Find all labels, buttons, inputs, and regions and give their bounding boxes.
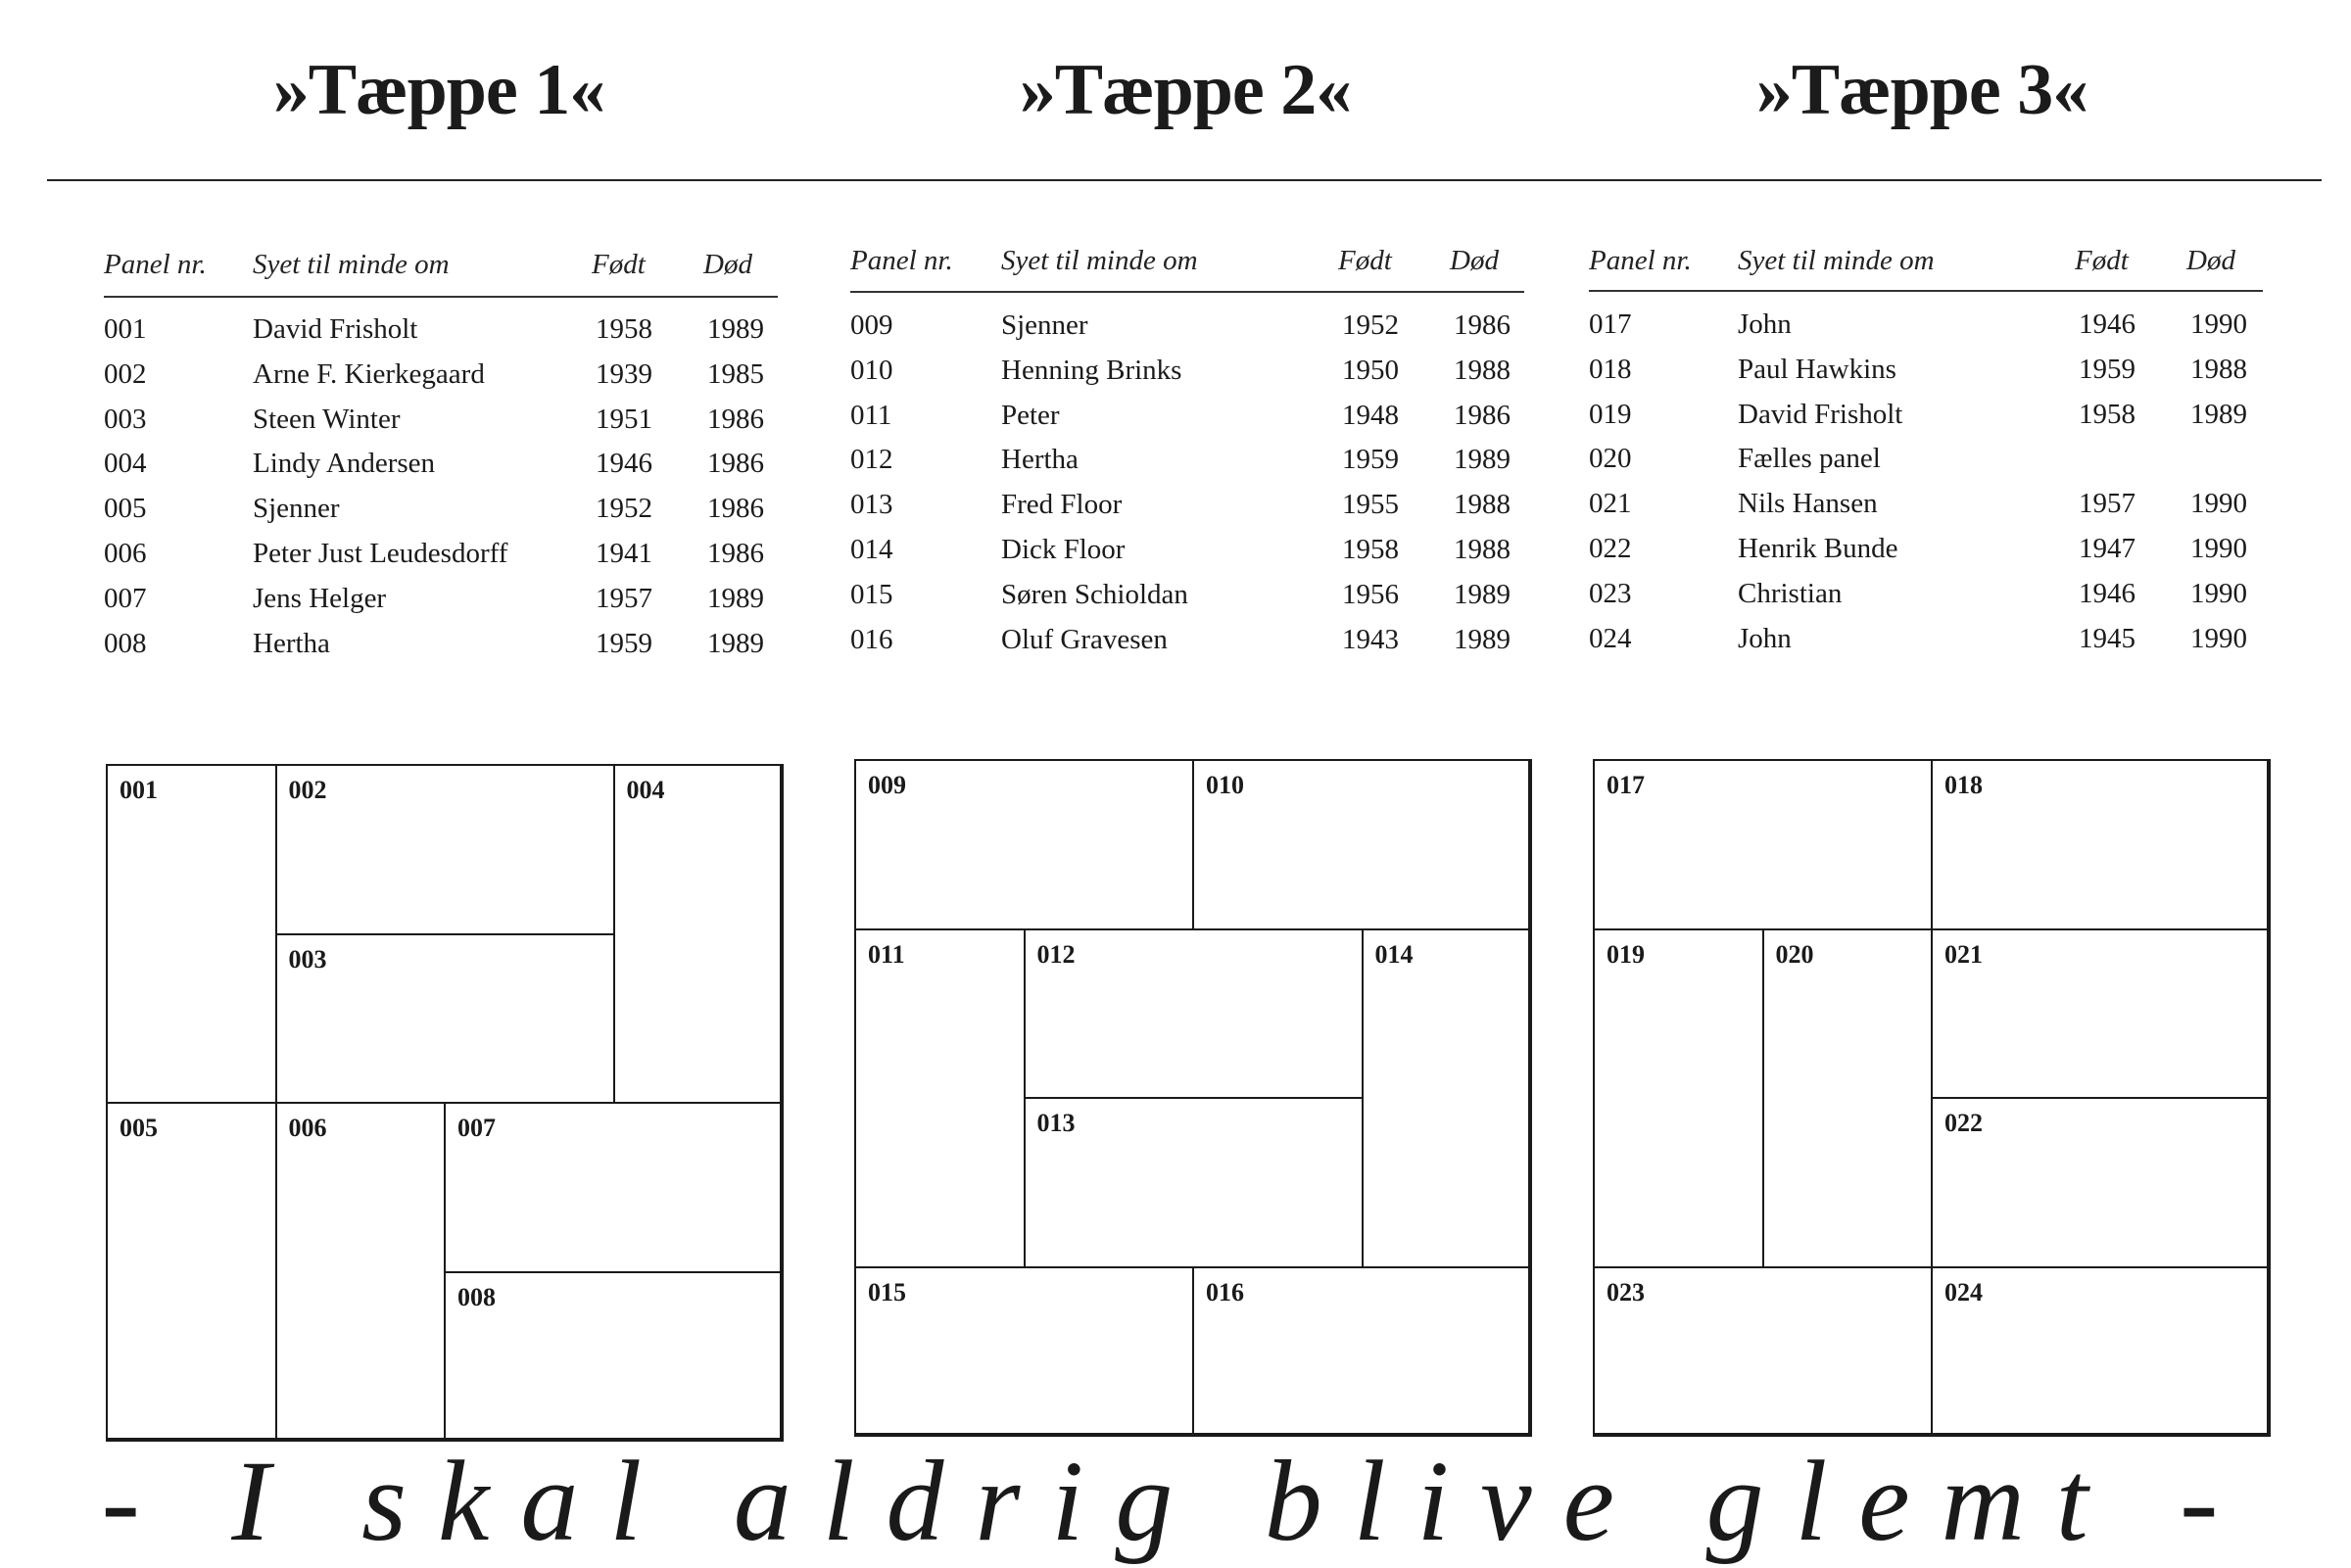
- carpet-3-header-rule: [1589, 290, 2263, 292]
- table-cell-born: 1946: [2079, 577, 2135, 609]
- table-cell-died: 1990: [2190, 309, 2247, 340]
- quilt-panel: [106, 764, 277, 1104]
- table-cell-panel-nr: 024: [1589, 622, 1632, 654]
- table-cell-panel-nr: 018: [1589, 353, 1632, 385]
- quilt-panel-number: 024: [1944, 1277, 1983, 1307]
- carpet-1-header-born: Født: [592, 249, 646, 280]
- quilt-panel-number: 021: [1944, 939, 1983, 969]
- quilt-panel: [106, 1102, 277, 1442]
- quilt-panel: [1931, 1097, 2271, 1268]
- carpet-2-layout: [854, 759, 1530, 1435]
- title-divider: [47, 179, 2322, 181]
- table-cell-died: 1986: [707, 538, 764, 569]
- quilt-panel: [1762, 928, 1934, 1268]
- table-cell-panel-nr: 019: [1589, 398, 1632, 430]
- table-cell-panel-nr: 008: [104, 627, 147, 659]
- quilt-panel: [1931, 1266, 2271, 1438]
- carpet-3-header-died: Død: [2186, 245, 2235, 276]
- carpet-2-title: »Tæppe 2«: [1019, 50, 1352, 130]
- table-cell-panel-nr: 011: [850, 399, 892, 431]
- quilt-panel-number: 018: [1944, 771, 1983, 799]
- table-cell-panel-nr: 016: [850, 623, 893, 655]
- quilt-panel: [854, 928, 1026, 1268]
- carpet-1-title: »Tæppe 1«: [272, 50, 605, 130]
- quilt-panel: [275, 1102, 447, 1442]
- carpet-2-header-died: Død: [1450, 245, 1499, 276]
- quilt-panel: [854, 1266, 1194, 1438]
- quilt-panel-number: 015: [868, 1277, 906, 1307]
- table-cell-died: 1989: [2190, 398, 2247, 430]
- table-cell-name: Nils Hansen: [1738, 488, 1878, 520]
- carpet-2-header-rule: [850, 291, 1524, 293]
- table-cell-name: Henrik Bunde: [1738, 533, 1898, 564]
- table-cell-born: 1951: [596, 403, 652, 435]
- table-cell-panel-nr: 014: [850, 534, 893, 565]
- quilt-panel: [1593, 759, 1933, 930]
- carpet-1-header-rule: [104, 296, 778, 298]
- quilt-panel-number: 022: [1944, 1109, 1983, 1137]
- table-cell-name: Hertha: [253, 627, 330, 659]
- carpet-2-header-panel: Panel nr.: [850, 245, 953, 276]
- quilt-panel-number: 006: [288, 1114, 327, 1142]
- table-cell-name: Oluf Gravesen: [1001, 623, 1168, 655]
- table-cell-panel-nr: 003: [104, 403, 147, 435]
- table-cell-born: 1946: [596, 448, 652, 480]
- quilt-panel-number: 017: [1607, 771, 1645, 799]
- quilt-panel-number: 012: [1036, 939, 1076, 969]
- quilt-panel-number: 013: [1036, 1109, 1076, 1137]
- table-cell-born: 1956: [1342, 578, 1399, 610]
- table-cell-died: 1988: [1454, 534, 1511, 565]
- table-cell-name: Steen Winter: [253, 403, 401, 435]
- quilt-panel-number: 002: [288, 776, 327, 804]
- table-cell-name: Peter: [1001, 399, 1060, 431]
- quilt-panel: [1362, 928, 1533, 1268]
- table-cell-panel-nr: 013: [850, 489, 893, 521]
- table-cell-born: 1941: [596, 538, 652, 569]
- table-cell-panel-nr: 023: [1589, 577, 1632, 609]
- table-cell-name: John: [1738, 309, 1792, 340]
- table-cell-panel-nr: 012: [850, 444, 893, 476]
- table-cell-born: 1952: [596, 493, 652, 525]
- table-cell-name: John: [1738, 622, 1792, 654]
- quilt-panel-number: 001: [120, 776, 158, 804]
- carpet-3-header-panel: Panel nr.: [1589, 245, 1692, 276]
- quilt-panel-number: 008: [457, 1282, 496, 1311]
- motto: - I skal aldrig blive glemt -: [101, 1437, 2250, 1565]
- table-cell-died: 1989: [1454, 623, 1511, 655]
- table-cell-died: 1989: [707, 582, 764, 614]
- carpet-2-header-name: Syet til minde om: [1001, 245, 1198, 276]
- quilt-panel: [1192, 1266, 1532, 1438]
- quilt-panel: [1931, 928, 2271, 1100]
- table-cell-panel-nr: 002: [104, 357, 147, 390]
- table-cell-died: 1989: [707, 313, 764, 345]
- table-cell-name: Henning Brinks: [1001, 354, 1182, 386]
- quilt-panel: [444, 1271, 784, 1443]
- table-cell-died: 1988: [1454, 489, 1511, 521]
- table-cell-panel-nr: 020: [1589, 443, 1632, 475]
- table-cell-panel-nr: 004: [104, 448, 147, 480]
- table-cell-born: 1950: [1342, 354, 1399, 386]
- table-cell-panel-nr: 001: [104, 313, 147, 345]
- table-cell-died: 1988: [1454, 354, 1511, 386]
- table-cell-panel-nr: 017: [1589, 309, 1632, 340]
- table-cell-died: 1989: [1454, 578, 1511, 610]
- table-cell-died: 1990: [2190, 533, 2247, 564]
- table-cell-name: David Frisholt: [1738, 398, 1903, 430]
- quilt-panel: [444, 1102, 784, 1273]
- table-cell-name: Lindy Andersen: [253, 448, 436, 480]
- table-cell-died: 1990: [2190, 622, 2247, 654]
- table-cell-name: David Frisholt: [253, 313, 418, 345]
- carpet-3-title: »Tæppe 3«: [1755, 50, 2088, 130]
- table-cell-panel-nr: 009: [850, 309, 893, 341]
- quilt-panel-number: 011: [868, 939, 905, 969]
- table-cell-name: Christian: [1738, 577, 1843, 609]
- carpet-3-header-name: Syet til minde om: [1738, 245, 1935, 276]
- quilt-panel-number: 014: [1374, 939, 1414, 969]
- table-cell-died: 1989: [1454, 444, 1511, 476]
- table-cell-died: 1990: [2190, 488, 2247, 520]
- table-cell-born: 1959: [596, 627, 652, 659]
- quilt-panel-number: 007: [457, 1114, 496, 1142]
- quilt-panel-number: 009: [868, 771, 906, 799]
- quilt-panel: [1593, 928, 1764, 1268]
- quilt-panel-number: 003: [288, 944, 327, 974]
- table-cell-died: 1986: [1454, 399, 1511, 431]
- table-cell-born: 1947: [2079, 533, 2135, 564]
- table-cell-born: 1959: [1342, 444, 1399, 476]
- table-cell-name: Peter Just Leudesdorff: [253, 538, 508, 569]
- table-cell-born: 1943: [1342, 623, 1399, 655]
- table-cell-panel-nr: 021: [1589, 488, 1632, 520]
- table-cell-name: Arne F. Kierkegaard: [253, 357, 485, 390]
- quilt-panel-number: 023: [1607, 1277, 1645, 1307]
- table-cell-name: Dick Floor: [1001, 534, 1126, 565]
- table-cell-name: Jens Helger: [253, 582, 387, 614]
- quilt-panel-number: 010: [1206, 771, 1244, 799]
- quilt-panel: [1931, 759, 2271, 930]
- quilt-panel: [1024, 928, 1364, 1100]
- carpet-1-layout: [106, 764, 782, 1440]
- table-cell-born: 1957: [2079, 488, 2135, 520]
- quilt-panel: [1024, 1097, 1364, 1268]
- quilt-panel-number: 004: [626, 776, 665, 804]
- table-cell-panel-nr: 007: [104, 582, 147, 614]
- quilt-panel: [854, 759, 1194, 930]
- table-cell-name: Fælles panel: [1738, 443, 1881, 475]
- carpet-3-layout: [1593, 759, 2269, 1435]
- table-cell-died: 1986: [1454, 309, 1511, 341]
- quilt-panel: [275, 764, 615, 935]
- quilt-panel: [1593, 1266, 1933, 1438]
- carpet-3-header-born: Født: [2075, 245, 2129, 276]
- carpet-2-header-born: Født: [1338, 245, 1392, 276]
- table-cell-born: 1946: [2079, 309, 2135, 340]
- table-cell-born: 1948: [1342, 399, 1399, 431]
- carpet-1-header-panel: Panel nr.: [104, 249, 207, 280]
- table-cell-panel-nr: 005: [104, 493, 147, 525]
- table-cell-died: 1990: [2190, 577, 2247, 609]
- table-cell-died: 1986: [707, 493, 764, 525]
- quilt-panel: [1192, 759, 1532, 930]
- table-cell-name: Søren Schioldan: [1001, 578, 1188, 610]
- table-cell-panel-nr: 015: [850, 578, 893, 610]
- quilt-panel-number: 019: [1607, 939, 1645, 969]
- quilt-panel-number: 020: [1775, 939, 1814, 969]
- table-cell-born: 1952: [1342, 309, 1399, 341]
- table-cell-died: 1989: [707, 627, 764, 659]
- carpet-1-header-died: Død: [703, 249, 752, 280]
- table-cell-name: Sjenner: [1001, 309, 1088, 341]
- table-cell-died: 1986: [707, 448, 764, 480]
- table-cell-born: 1958: [596, 313, 652, 345]
- table-cell-name: Hertha: [1001, 444, 1079, 476]
- table-cell-name: Paul Hawkins: [1738, 353, 1896, 385]
- quilt-panel-number: 005: [120, 1114, 158, 1142]
- table-cell-born: 1955: [1342, 489, 1399, 521]
- table-cell-died: 1986: [707, 403, 764, 435]
- quilt-panel: [613, 764, 785, 1104]
- table-cell-born: 1957: [596, 582, 652, 614]
- table-cell-panel-nr: 010: [850, 354, 893, 386]
- carpet-1-header-name: Syet til minde om: [253, 249, 450, 280]
- table-cell-born: 1945: [2079, 622, 2135, 654]
- table-cell-born: 1958: [1342, 534, 1399, 565]
- table-cell-died: 1985: [707, 357, 764, 390]
- quilt-panel-number: 016: [1206, 1277, 1244, 1307]
- quilt-panel: [275, 933, 615, 1105]
- table-cell-panel-nr: 022: [1589, 533, 1632, 564]
- table-cell-born: 1958: [2079, 398, 2135, 430]
- table-cell-name: Fred Floor: [1001, 489, 1123, 521]
- table-cell-died: 1988: [2190, 353, 2247, 385]
- table-cell-born: 1959: [2079, 353, 2135, 385]
- table-cell-name: Sjenner: [253, 493, 340, 525]
- table-cell-born: 1939: [596, 357, 652, 390]
- table-cell-panel-nr: 006: [104, 538, 147, 569]
